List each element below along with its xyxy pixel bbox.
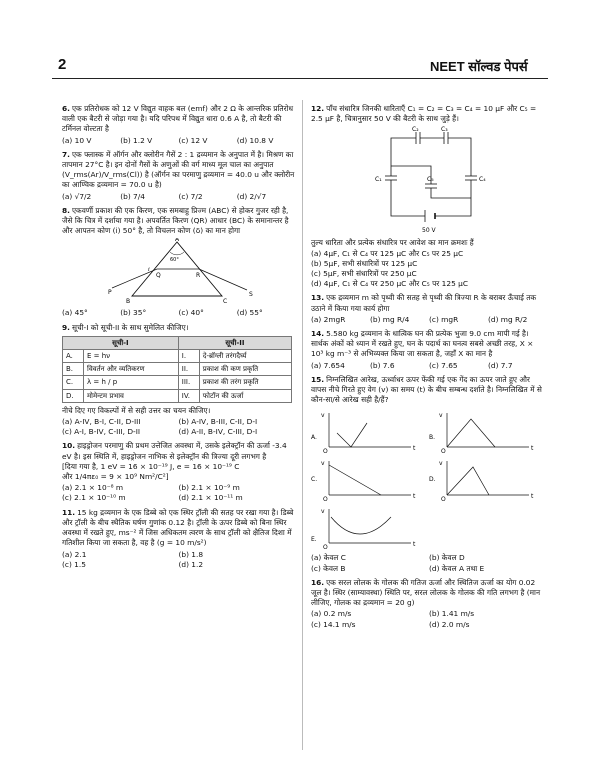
wire — [391, 180, 425, 216]
wire — [448, 138, 471, 176]
option-c[interactable]: (c) 5μF, सभी संधारित्रों पर 250 μC — [311, 269, 417, 279]
graph-line — [447, 467, 489, 495]
option-d[interactable]: (d) 2.1 × 10⁻¹¹ m — [178, 493, 243, 503]
option-c[interactable]: (c) 7.65 — [429, 360, 458, 370]
question-text: एक प्रतिरोधक को 12 V विद्युत वाहक बल (emf) और 2 Ω के आन्तरिक प्रतिरोध वाली एक बैटरी से जोड़ा गया है। यदि परिपथ में विद्युत धारा 0.6 A है, तो बैटरी की टर्मिनल वोल्टता है — [62, 104, 294, 134]
incidence-angle-label: i — [148, 267, 150, 274]
prism-diagram — [62, 238, 292, 306]
option-d[interactable]: (d) 2/√7 — [236, 191, 267, 201]
velocity-time-graphs — [311, 409, 547, 549]
given-data-2: और 1/4πε₀ = 9 × 10⁹ Nm²/C²] — [62, 472, 169, 482]
option-b[interactable]: (b) 7.6 — [370, 360, 395, 370]
options — [62, 417, 295, 437]
origin-label: O — [441, 448, 446, 454]
option-b[interactable]: (b) 2.1 × 10⁻⁹ m — [178, 483, 240, 493]
question-number: 10. — [62, 441, 76, 451]
question-text: सूची-I को सूची-II के साथ सुमेलित कीजिए। — [71, 322, 189, 332]
v-axis-label: v — [439, 460, 443, 468]
cell: I. — [178, 350, 199, 363]
cell: A. — [63, 350, 84, 363]
question-number: 8. — [62, 205, 70, 215]
cell: D. — [63, 389, 84, 402]
option-c[interactable]: (c) 12 V — [178, 135, 208, 145]
table-row — [63, 389, 292, 402]
right-column — [311, 104, 547, 634]
question-text: एक द्रव्यमान m को पृथ्वी की सतह से पृथ्वी की त्रिज्या R के बराबर ऊँचाई तक उठाने में किया गया कार्य होगा — [311, 293, 537, 313]
header-rule — [52, 78, 548, 79]
option-d[interactable]: (d) 55° — [236, 308, 263, 318]
option-b[interactable]: (b) mg R/4 — [370, 314, 410, 324]
cell: दे-ब्रॉग्ली तरंगदैर्घ्य — [199, 350, 291, 363]
question-8 — [62, 206, 295, 319]
option-a[interactable]: (a) 2.1 × 10⁻⁸ m — [62, 483, 124, 493]
option-a[interactable]: (a) 0.2 m/s — [311, 609, 352, 619]
options — [62, 550, 295, 570]
t-axis-label: t — [531, 445, 534, 453]
question-text: एकवर्णी प्रकाश की एक किरण, एक समबाहु प्रिज्म (ABC) से होकर गुजर रही है, जैसे कि चित्र में दर्शाया गया है। अपवर्तित किरण (QR) आधार (BC) के समानान्तर है और आपतन कोण (i) 50° है, तो विचलन कोण (δ) का मान होगा — [62, 205, 289, 236]
option-b[interactable]: (b) 1.8 — [178, 549, 204, 559]
question-16 — [311, 578, 547, 630]
option-b[interactable]: (b) 35° — [120, 308, 147, 318]
option-c[interactable]: (c) 2.1 × 10⁻¹⁰ m — [62, 493, 126, 503]
graph-label: A. — [311, 434, 317, 442]
option-a[interactable]: (a) 4μF, C₁ से C₄ पर 125 μC और C₅ पर 25 μC — [311, 248, 464, 258]
option-a[interactable]: (a) 2.1 — [62, 549, 87, 559]
cell: E = hν — [84, 350, 179, 363]
question-12 — [311, 104, 547, 289]
origin-label: O — [323, 496, 328, 502]
page-number: 2 — [58, 56, 67, 73]
point-s-label: S — [249, 291, 253, 299]
question-text: एक सरल लोलक के गोलक की गतिज ऊर्जा और स्थितिज ऊर्जा का योग 0.02 जूल है। स्थिर (साम्यावस्था) स्थिति पर, सरल लोलक के गोलक की गति लगभग है (मान लीजिए, गोलक का द्रव्यमान = 20 g) — [311, 577, 541, 608]
graph-e — [311, 505, 421, 549]
instruction-note: नीचे दिए गए विकल्पों में से सही उत्तर का चयन कीजिए। — [62, 405, 211, 415]
question-15 — [311, 375, 547, 574]
option-d[interactable]: (d) A-II, B-IV, C-III, D-I — [178, 427, 258, 437]
battery-label: 50 V — [422, 227, 436, 235]
option-d[interactable]: (d) 7.7 — [488, 360, 513, 370]
question-text: निम्नलिखित आरेख, ऊर्ध्वाधर ऊपर फेंकी गई एक गेंद का ऊपर जाते हुए और वापस नीचे गिरते हुए वेग (v) का समय (t) के बीच सम्बन्ध दर्शाते है। निम्नलिखित में से कौन-सा/से आरेख सही है/हैं? — [311, 374, 542, 405]
option-d[interactable]: (d) mg R/2 — [488, 314, 528, 324]
point-q-label: Q — [156, 272, 161, 280]
question-7 — [62, 150, 295, 202]
question-number: 13. — [311, 293, 325, 303]
question-number: 6. — [62, 104, 70, 113]
graph-label: B. — [429, 434, 436, 442]
question-text: 15 kg द्रव्यमान के एक डिब्बे को एक स्थिर ट्रॉली की सतह पर रखा गया है। डिब्बे और ट्रॉली के बीच स्थैतिक घर्षण गुणांक 0.12 है। ट्रॉली के ऊपर डिब्बे को बिना स्थिर अवस्था में रखते हुए, ms⁻² में जिस अधिकतम त्वरण के साथ ट्रॉली को क्षैतिज दिशा में गतिशील किया जा सकता है, वह है (g = 10 m/s²) — [62, 507, 294, 548]
question-text: हाइड्रोजन परमाणु की प्रथम उत्तेजित अवस्था में, उसके इलेक्ट्रॉन की ऊर्जा -3.4 eV है। इस स्थिति में, हाइड्रोजन नाभिक से इलेक्ट्रॉन की त्रिज्या दूरी लगभग है — [62, 441, 287, 461]
option-d[interactable]: (d) 4μF, C₁ से C₄ पर 250 μC और C₅ पर 125 μC — [311, 279, 468, 289]
option-b[interactable]: (b) A-IV, B-III, C-II, D-I — [178, 417, 258, 427]
emergent-ray — [199, 269, 247, 290]
t-axis-label: t — [413, 493, 416, 501]
left-column — [62, 104, 295, 574]
graph-d — [429, 457, 539, 501]
option-c[interactable]: (c) केवल B — [311, 563, 346, 573]
cell: विवर्तन और व्यतिकरण — [84, 363, 179, 376]
options — [62, 483, 295, 503]
cell: λ = h / p — [84, 376, 179, 389]
graph-a — [311, 409, 421, 453]
book-title: NEET सॉल्वड पेपर्स — [430, 59, 528, 74]
option-a[interactable]: (a) 7.654 — [311, 360, 345, 370]
c3-label: C₃ — [441, 126, 448, 134]
option-b[interactable]: (b) 1.2 V — [120, 135, 153, 145]
question-number: 16. — [311, 577, 325, 587]
question-number: 12. — [311, 104, 325, 113]
option-a[interactable]: (a) 10 V — [62, 135, 92, 145]
graph-label: E. — [311, 536, 317, 544]
v-axis-label: v — [321, 460, 325, 468]
option-b[interactable]: (b) 1.41 m/s — [429, 609, 475, 619]
point-r-label: R — [196, 272, 201, 280]
question-6 — [62, 104, 295, 146]
point-p-label: P — [108, 289, 112, 297]
option-a[interactable]: (a) 45° — [62, 308, 88, 318]
match-table — [62, 336, 292, 403]
c4-label: C₄ — [479, 176, 486, 184]
column-divider — [302, 100, 303, 750]
options — [311, 609, 547, 629]
wire — [431, 188, 471, 198]
cell: फोटॉन की ऊर्जा — [199, 389, 291, 402]
options — [62, 308, 295, 318]
option-c[interactable]: (c) mgR — [429, 314, 459, 324]
cell: IV. — [178, 389, 199, 402]
given-data: [दिया गया है, 1 eV = 16 × 10⁻¹⁹ J, e = 16 × 10⁻¹⁹ C — [62, 461, 240, 471]
question-13 — [311, 293, 547, 325]
question-10 — [62, 441, 295, 503]
graph-line — [447, 419, 495, 447]
option-a[interactable]: (a) केवल C — [311, 553, 346, 563]
options — [62, 136, 295, 146]
question-number: 11. — [62, 507, 76, 517]
v-axis-label: v — [439, 412, 443, 420]
t-axis-label: t — [413, 541, 416, 549]
question-text: एक फ्लास्क में ऑर्गन और क्लोरीन गैसें 2 : 1 द्रव्यमान के अनुपात में है। मिश्रण का तापमान 27°C है। इन दोनों गैसों के अणुओं की वर्ग माध्य मूल चाल का अनुपात (V_rms(Ar)/V_rms(Cl)) है (ऑर्गन का परमाणु द्रव्यमान = 40.0 u और क्लोरीन का आण्विक द्रव्यमान = 70.0 u है) — [62, 149, 295, 190]
table-row — [63, 376, 292, 389]
question-number: 14. — [311, 329, 325, 339]
question-14 — [311, 329, 547, 371]
graph-label: D. — [429, 476, 436, 484]
apex-angle-arc — [170, 252, 184, 255]
question-number: 9. — [62, 322, 70, 332]
options — [311, 361, 547, 371]
graph-c — [311, 457, 421, 501]
incident-ray — [112, 269, 157, 288]
wire — [391, 138, 416, 154]
vertex-c-label: C — [223, 298, 228, 306]
t-axis-label: t — [531, 493, 534, 501]
c5-label: C₅ — [427, 176, 434, 184]
v-axis-label: v — [321, 412, 325, 420]
vertex-a-label: A — [174, 238, 180, 244]
origin-label: O — [441, 496, 446, 502]
graph-line — [329, 465, 381, 495]
option-a[interactable]: (a) 2mgR — [311, 314, 346, 324]
option-d[interactable]: (d) 10.8 V — [236, 135, 274, 145]
question-subtext: तुल्य धारिता और प्रत्येक संधारित्र पर आवेश का मान क्रमशः हैं — [311, 238, 474, 248]
option-c[interactable]: (c) 14.1 m/s — [311, 619, 356, 629]
capacitor-circuit-diagram — [311, 126, 547, 236]
origin-label: O — [323, 544, 328, 550]
c2-label: C₂ — [412, 126, 419, 134]
option-d[interactable]: (d) केवल A तथा E — [429, 563, 485, 573]
options — [311, 315, 547, 325]
question-number: 7. — [62, 149, 70, 159]
option-b[interactable]: (b) 5μF, सभी संधारित्रों पर 125 μC — [311, 258, 418, 268]
option-c[interactable]: (c) 7/2 — [178, 191, 203, 201]
graph-line — [331, 517, 391, 534]
cell: प्रकाश की तरंग प्रकृति — [199, 376, 291, 389]
option-b[interactable]: (b) केवल D — [429, 553, 465, 563]
t-axis-label: t — [413, 445, 416, 453]
table-row — [63, 363, 292, 376]
question-11 — [62, 508, 295, 570]
option-b[interactable]: (b) 7/4 — [120, 191, 145, 201]
question-number: 15. — [311, 374, 325, 384]
list-2-header: सूची-II — [178, 336, 291, 349]
option-a[interactable]: (a) √7/2 — [62, 191, 92, 201]
cell: C. — [63, 376, 84, 389]
options — [62, 192, 295, 202]
cell: III. — [178, 376, 199, 389]
cell: मोमेन्टम प्रभाव — [84, 389, 179, 402]
graph-line — [337, 423, 367, 447]
question-text: पाँच संधारित्र जिनकी धारिताएँ C₁ = C₂ = C₃ = C₄ = 10 μF और C₅ = 2.5 μF है, चित्रानुसार 50 V की बैटरी के साथ जुड़े हैं। — [311, 104, 537, 124]
option-d[interactable]: (d) 1.2 — [178, 559, 204, 569]
vertex-b-label: B — [126, 298, 131, 306]
table-row — [63, 350, 292, 363]
option-c[interactable]: (c) 40° — [178, 308, 204, 318]
cell: II. — [178, 363, 199, 376]
options — [311, 553, 547, 573]
cell: B. — [63, 363, 84, 376]
c1-label: C₁ — [375, 176, 382, 184]
option-c[interactable]: (c) 1.5 — [62, 559, 86, 569]
apex-angle-label: 60° — [170, 257, 179, 264]
option-c[interactable]: (c) A-I, B-IV, C-III, D-II — [62, 427, 141, 437]
question-9 — [62, 323, 295, 438]
option-a[interactable]: (a) A-IV, B-I, C-II, D-III — [62, 417, 141, 427]
origin-label: O — [323, 448, 328, 454]
option-d[interactable]: (d) 2.0 m/s — [429, 619, 470, 629]
list-1-header: सूची-I — [63, 336, 179, 349]
question-text: 5.580 kg द्रव्यमान के धात्विक घन की प्रत्येक भुजा 9.0 cm मापी गई है। सार्थक अंकों को ध्यान में रखते हुए, घन के पदार्थ का घनत्व सबसे अच्छी तरह, X × 10³ kg m⁻³ से अभिव्यक्त किया जा सकता है, जहाँ X का मान है — [311, 329, 534, 359]
v-axis-label: v — [321, 508, 325, 516]
wire — [391, 166, 431, 184]
cell: प्रकाश की कण प्रकृति — [199, 363, 291, 376]
graph-label: C. — [311, 476, 318, 484]
graph-b — [429, 409, 539, 453]
